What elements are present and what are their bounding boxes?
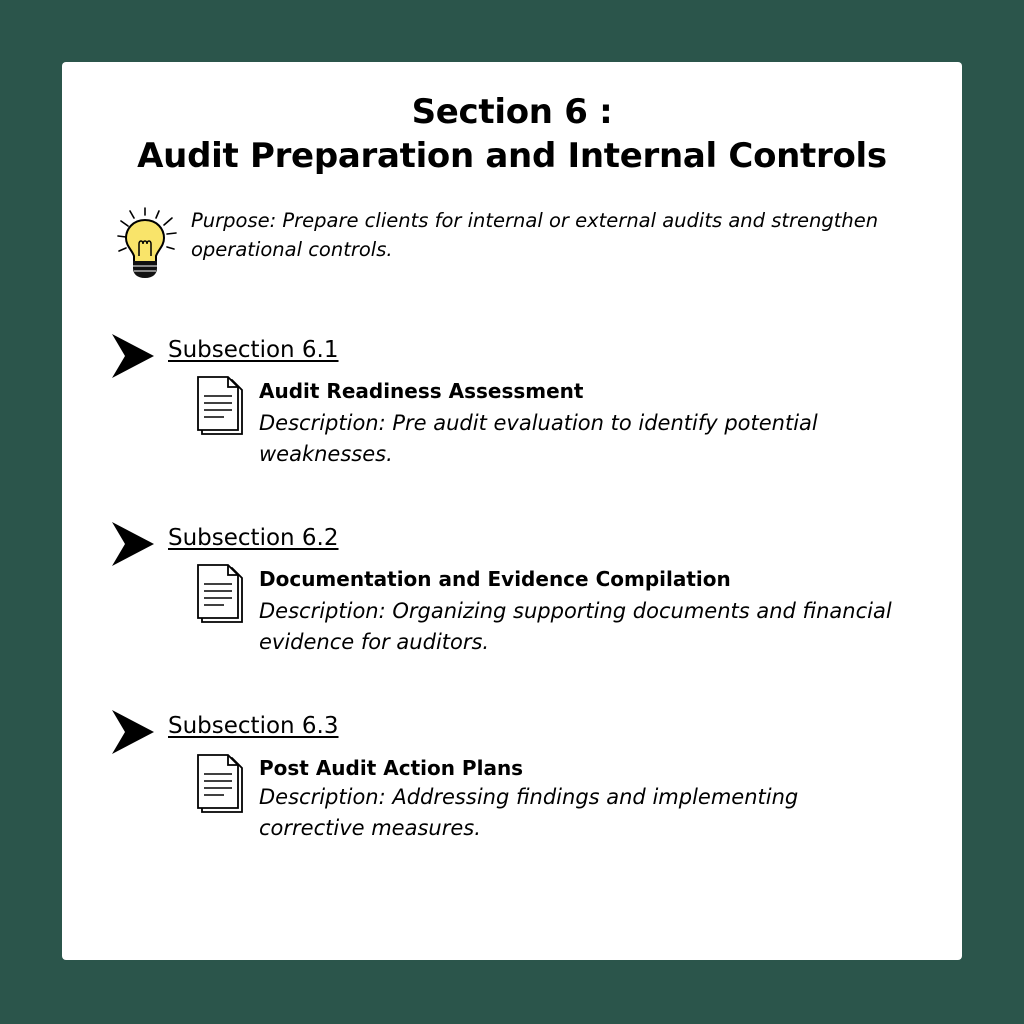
document-icon xyxy=(196,754,246,814)
item-title-1: Audit Readiness Assessment xyxy=(259,379,584,403)
subsection-label-1: Subsection 6.1 xyxy=(168,337,339,363)
document-icon xyxy=(196,564,246,624)
purpose-text: Purpose: Prepare clients for internal or external audits and strengthen operational controls. xyxy=(191,209,879,261)
document-icon xyxy=(196,376,246,436)
item-description-2: Description: Organizing supporting documents and financial evidence for auditors. xyxy=(259,599,892,654)
title-line-2: Audit Preparation and Internal Controls xyxy=(137,136,887,176)
item-description-1: Description: Pre audit evaluation to identify potential weaknesses. xyxy=(259,411,818,466)
arrow-right-icon xyxy=(112,710,154,754)
arrow-right-icon xyxy=(112,334,154,378)
content-card xyxy=(62,62,962,960)
item-title-2: Documentation and Evidence Compilation xyxy=(259,567,731,591)
item-description-3: Description: Addressing findings and implementing corrective measures. xyxy=(259,785,799,840)
subsection-label-3: Subsection 6.3 xyxy=(168,713,339,739)
arrow-right-icon xyxy=(112,522,154,566)
page-title xyxy=(62,90,962,178)
lightbulb-icon xyxy=(112,206,182,282)
title-line-1: Section 6 : xyxy=(411,92,613,132)
subsection-label-2: Subsection 6.2 xyxy=(168,525,339,551)
item-title-3: Post Audit Action Plans xyxy=(259,756,524,780)
